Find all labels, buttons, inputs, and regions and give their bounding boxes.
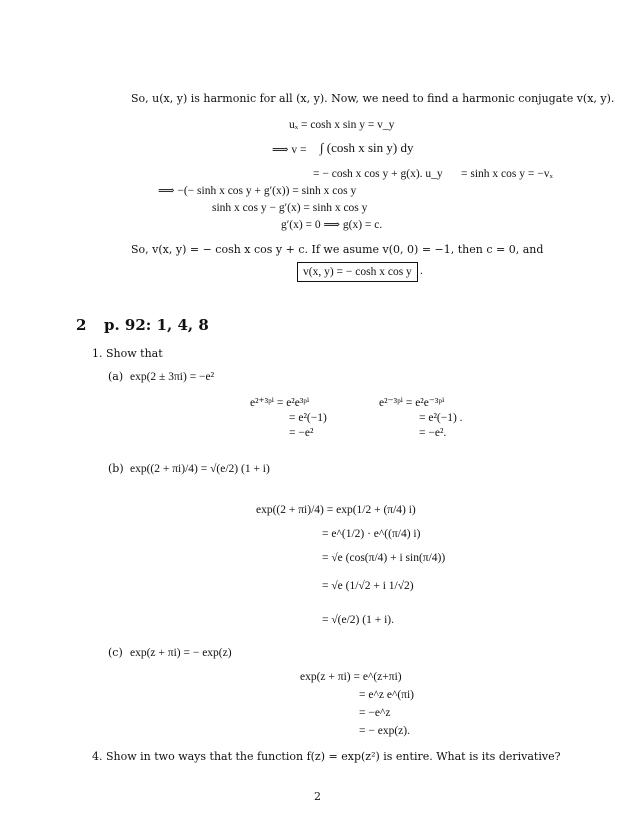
part-a-statement: exp(2 ± 3πi) = −e² (130, 371, 215, 383)
conclusion-paragraph: So, v(x, y) = − cosh x cos y + c. If we asume v(0, 0) = −1, then c = 0, and (131, 243, 544, 256)
part-b-statement: exp((2 + πi)/4) = √(e/2) (1 + i) (130, 463, 270, 475)
equation-v-implies: ⟹ v = (272, 144, 307, 156)
part-a-left-line-1: e²⁺³ᵖⁱ = e²e³ᵖⁱ (250, 397, 310, 409)
intro-paragraph: So, u(x, y) is harmonic for all (x, y). Now, we need to find a harmonic conjugate v(x, y). (131, 92, 615, 105)
equation-ux: uₓ = cosh x sin y = v_y (289, 119, 395, 131)
equation-g-constant: g′(x) = 0 ⟹ g(x) = c. (281, 219, 383, 231)
part-b-line-1: exp((2 + πi)/4) = exp(1/2 + (π/4) i) (256, 504, 416, 516)
equation-gprime-simplify: sinh x cos y − g′(x) = sinh x cos y (212, 202, 368, 214)
part-c-line-2: = e^z e^(πi) (359, 689, 415, 701)
equation-gprime-substitution: ⟹ −(− sinh x cos y + g′(x)) = sinh x cos y (158, 185, 357, 197)
boxed-answer: v(x, y) = − cosh x cos y (297, 262, 418, 282)
part-b-line-4: = √e (1/√2 + i 1/√2) (322, 580, 414, 592)
part-c-label: (c) (108, 646, 123, 659)
part-b-label: (b) (108, 462, 124, 475)
part-a-right-line-2: = e²(−1) . (419, 412, 463, 424)
part-a-right-line-3: = −e². (419, 427, 447, 439)
page-number: 2 (314, 790, 321, 803)
part-c-line-1: exp(z + πi) = e^(z+πi) (300, 671, 402, 683)
part-a-right-line-1: e²⁻³ᵖⁱ = e²e⁻³ᵖⁱ (379, 397, 445, 409)
part-b-line-2: = e^(1/2) · e^((π/4) i) (322, 528, 421, 540)
problem-4-text: 4. Show in two ways that the function f(z) = exp(z²) is entire. What is its derivative? (92, 750, 561, 763)
part-c-statement: exp(z + πi) = − exp(z) (130, 647, 232, 659)
part-a-left-line-2: = e²(−1) (289, 412, 327, 424)
section-title: p. 92: 1, 4, 8 (104, 316, 209, 334)
section-number: 2 (76, 316, 87, 334)
problem-1-label: 1. Show that (92, 347, 163, 360)
equation-v-integral: ∫ (cosh x sin y) dy (320, 140, 414, 155)
part-a-label: (a) (108, 370, 124, 383)
part-a-left-line-3: = −e² (289, 427, 314, 439)
boxed-answer-period: . (420, 265, 423, 277)
equation-uy: = sinh x cos y = −vₓ (461, 168, 553, 180)
part-c-line-3: = −e^z (359, 707, 391, 719)
equation-v-result: = − cosh x cos y + g(x). u_y (313, 168, 443, 180)
part-c-line-4: = − exp(z). (359, 725, 410, 737)
part-b-line-3: = √e (cos(π/4) + i sin(π/4)) (322, 552, 446, 564)
part-b-line-5: = √(e/2) (1 + i). (322, 614, 394, 626)
